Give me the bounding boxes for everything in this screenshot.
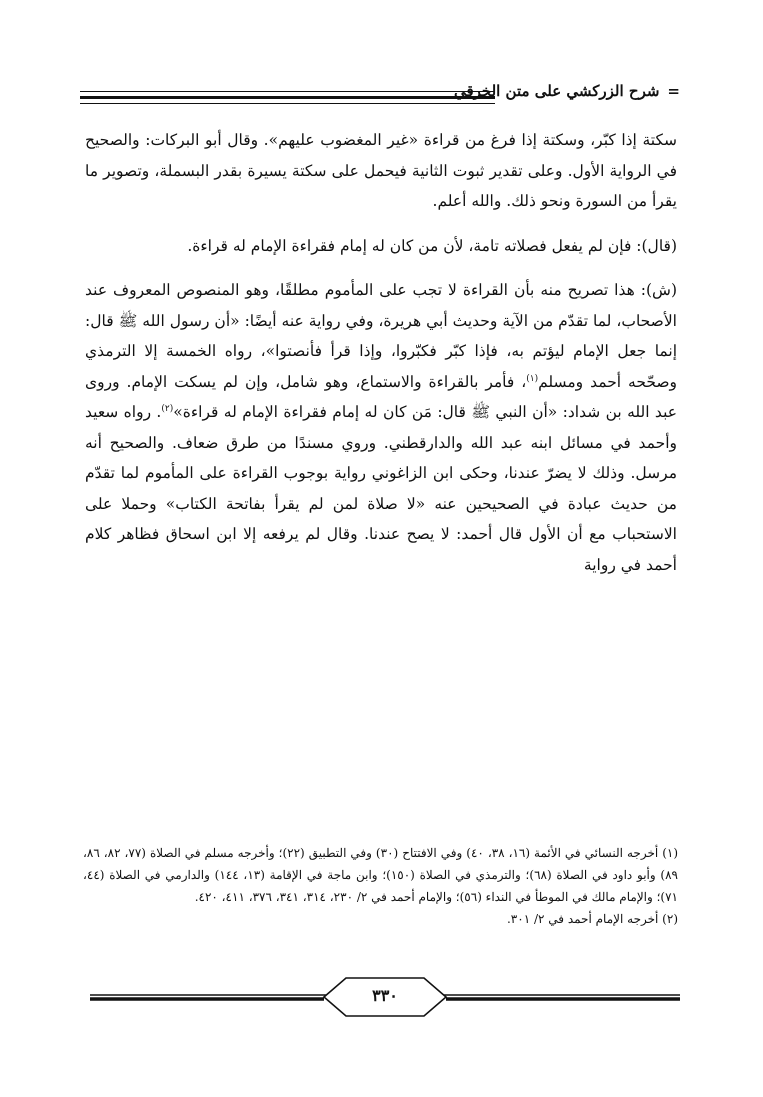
footnote-1: (١) أخرجه النسائي في الأئمة (١٦، ٣٨، ٤٠) وفي الافتتاح (٣٠) وفي التطبيق (٢٢)؛ وأخرجه مسلم في الصلاة (٧٧، ٨٢، ٨٦، ٨٩) وأبو داود في الصلاة (٦٨)؛ والترمذي في الصلاة (١٥٠)؛ وابن ماجة في الإقامة (١٣، ١٤٤) والدارمي في الصلاة (٤٤، ٧١)؛ والإمام مالك في الموطأ في النداء (٥٦)؛ والإمام أحمد في ٢/ ٢٣٠، ٣١٤، ٣٤١، ٣٧٦، ٤١١، ٤٢٠. bbox=[83, 846, 679, 904]
paragraph-3-part-3: . رواه سعيد وأحمد في مسائل ابنه عبد الله والدارقطني. وروي مسندًا من طرق ضعاف. والصحيح أنه مرسل. وذلك لا يضرّ عندنا، وحكى ابن الزاغوني رواية بوجوب القراءة على المأموم لما تقدّم من حديث عبادة في الصحيحين عنه «لا صلاة لمن لم يقرأ بفاتحة الكتاب» وحملا على الاستحباب مع أن الأول قال أحمد: لا يصح عندنا. وقال لم يرفعه إلا ابن اسحاق فظاهر كلام أحمد في رواية bbox=[85, 403, 677, 574]
paragraph-2: (قال): فإن لم يفعل فصلاته تامة، لأن من كان له إمام فقراءة الإمام له قراءة. bbox=[187, 236, 677, 255]
footnote-ref-1[interactable]: (١) bbox=[526, 373, 539, 384]
page-number-ornament bbox=[90, 975, 680, 1019]
paragraph-3-part-2: ، فأمر بالقراءة والاستماع، وهو شامل، وإن لم يسكت الإمام. وروى عبد الله بن شداد: «أن النبي ﷺ قال: مَن كان له إمام فقراءة الإمام له قراءة» bbox=[85, 372, 677, 421]
paragraph-3 bbox=[85, 275, 677, 580]
footnote-ref-2[interactable]: (٢) bbox=[161, 403, 174, 414]
header-rule-bottom bbox=[80, 103, 495, 104]
paragraph-1: سكتة إذا كبّر، وسكتة إذا فرغ من قراءة «غير المغضوب عليهم». وقال أبو البركات: والصحيح في الرواية الأول. وعلى تقدير ثبوت الثانية فيحمل على سكتة يسيرة بقدر البسملة، وتصوير ما يقرأ من السورة ونحو ذلك. والله أعلم. bbox=[85, 131, 677, 210]
page-number: ٣٣٠ bbox=[372, 986, 398, 1005]
header-rule-middle bbox=[80, 96, 495, 99]
main-text bbox=[85, 125, 677, 580]
header-rule-top bbox=[80, 91, 495, 92]
paragraph-3-part-1: (ش): هذا تصريح منه بأن القراءة لا تجب على المأموم مطلقًا، وهو المنصوص المعروف عند الأصحاب، لما تقدّم من الآية وحديث أبي هريرة، وفي رواية عنه أيضًا: «أن رسول الله ﷺ قال: إنما جعل الإمام ليؤتم به، فإذا كبّر فكبّروا، وإذا قرأ فأنصتوا»، رواه الخمسة إلا الترمذي وصحّحه أحمد ومسلم bbox=[85, 281, 677, 391]
header-title-text: شرح الزركشي على متن الخرقي bbox=[453, 82, 660, 100]
footnote-2: (٢) أخرجه الإمام أحمد في ٢/ ٣٠١. bbox=[506, 912, 678, 926]
footnotes bbox=[83, 842, 678, 930]
running-header bbox=[80, 82, 680, 112]
header-dash: = bbox=[667, 82, 680, 100]
